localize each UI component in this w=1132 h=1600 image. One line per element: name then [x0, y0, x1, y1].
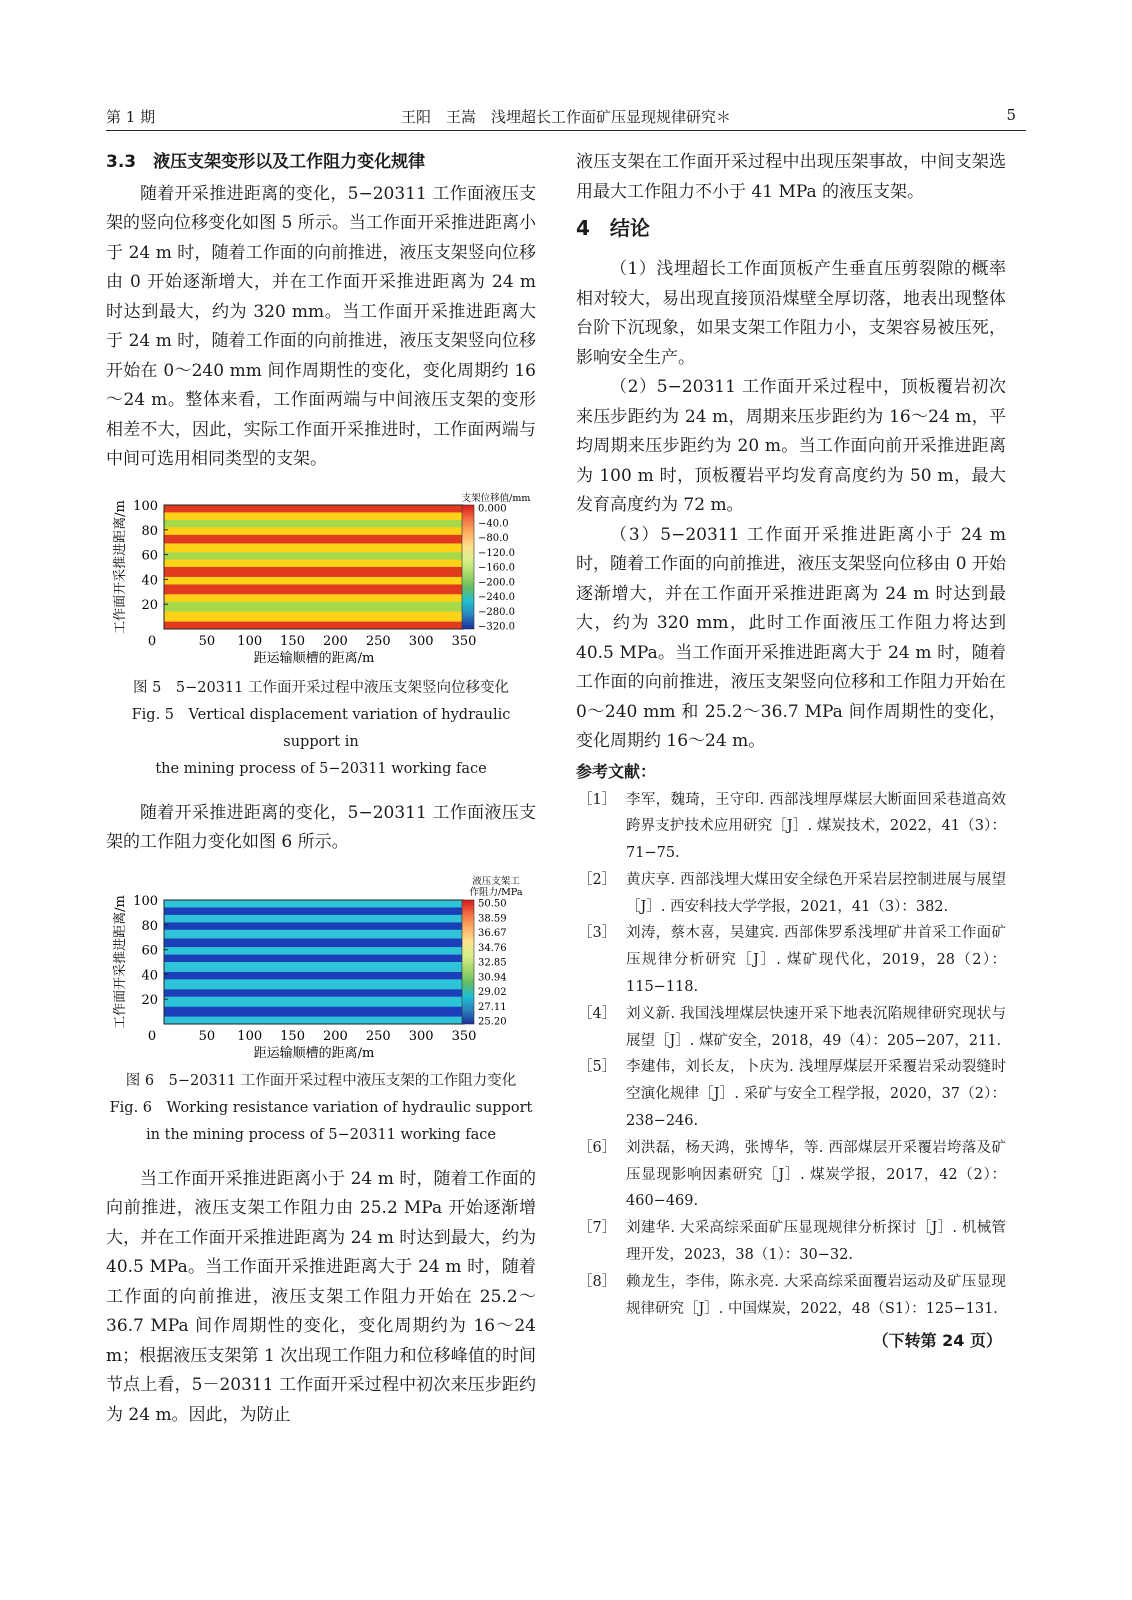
heatmap-band: [164, 601, 464, 611]
colorbar-tick-label: −120.0: [478, 547, 516, 559]
reference-number: ［1］: [578, 791, 617, 808]
reference-text: 刘洪磊，杨天鸿，张博华，等. 西部煤层开采覆岩垮落及矿压显现影响因素研究［J］. 煤炭学报，2017，42（2）：460−469.: [626, 1139, 1006, 1210]
reference-text: 刘涛，蔡木喜，吴建宾. 西部侏罗系浅埋矿井首采工作面矿压规律分析研究［J］. 煤矿现代化，2019，28（2）：115−118.: [626, 925, 1006, 996]
heatmap-band: [164, 989, 464, 996]
x-tick-label: 300: [408, 633, 434, 649]
heatmap-band: [164, 907, 464, 914]
heatmap-band: [164, 1016, 464, 1023]
y-tick-label: 20: [141, 992, 158, 1008]
reference-number: ［5］: [578, 1059, 617, 1076]
paragraph: 当工作面开采推进距离小于 24 m 时，随着工作面的向前推进，液压支架工作阻力由 25.2 MPa 开始逐渐增大，并在工作面开采推进距离为 24 m 时达到最大，约为 40.5 MPa。当工作面开采推进距离大于 24 m 时，随着工作面的向前推进，液压支架工作阻力开始在 25.2～36.7 MPa 间作周期性的变化，变化周期约为 16～24 m；根据液压支架第 1 次出现工作阻力和位移峰值的时间节点上看，5－20311 工作面开采过程中初次来压步距约为 24 m。因此，为防止: [106, 1168, 536, 1425]
y-tick-label: 60: [141, 548, 158, 564]
heatmap-band: [164, 922, 464, 929]
colorbar-tick-label: 25.20: [478, 1016, 507, 1027]
heatmap-band: [164, 576, 464, 583]
caption-en-line2: in the mining process of 5−20311 working face: [146, 1126, 496, 1143]
colorbar-tick-label: 36.67: [478, 927, 507, 939]
reference-item: [576, 1054, 1006, 1134]
colorbar-title: 液压支架工: [472, 875, 520, 887]
colorbar-tick-label: −200.0: [478, 576, 516, 588]
heatmap-band: [164, 929, 464, 938]
paragraph: 随着开采推进距离的变化，5−20311 工作面液压支架的竖向位移变化如图 5 所示。当工作面开采推进距离小于 24 m 时，随着工作面的向前推进，液压支架竖向位移由 0 开始逐渐增大，并在工作面开采推进距离为 24 m 时达到最大，约为 320 mm。当工作面开采推进距离大于 24 m 时，随着工作面的向前推进，液压支架竖向位移开始在 0～240 mm 间作周期性的变化，变化周期约 16～24 m。整体来看，工作面两端与中间液压支架的变形相差不大，因此，实际工作面开采推进时，工作面两端与中间可选用相同类型的支架。: [106, 183, 536, 469]
heatmap-band: [164, 947, 464, 954]
conclusion-3: （3）5−20311 工作面开采推进距离小于 24 m 时，随着工作面的向前推进，液压支架竖向位移由 0 开始逐渐增大，并在工作面开采推进距离为 24 m 时达到最大，约为 320 mm，此时工作面液压工作阻力将达到 40.5 MPa。当工作面开采推进距离大于 24 m 时，随着工作面的向前推进，液压支架竖向位移和工作阻力开始在 0～240 mm 和 25.2～36.7 MPa 间作周期性的变化，变化周期约 16～24 m。: [576, 524, 1006, 751]
reference-text: 黄庆享. 西部浅埋大煤田安全绿色开采岩层控制进展与展望［J］. 西安科技大学学报，2021，41（3）：382.: [626, 871, 1006, 915]
reference-list: [576, 787, 1006, 1323]
reference-text: 李建伟，刘长友，卜庆为. 浅埋厚煤层开采覆岩采动裂缝时空演化规律［J］. 采矿与安全工程学报，2020，37（2）：238−246.: [626, 1059, 1006, 1130]
figure-6: [106, 870, 536, 1060]
colorbar-tick-label: 32.85: [478, 957, 507, 968]
x-tick-label: 150: [280, 1028, 305, 1044]
heatmap-band: [164, 979, 464, 989]
reference-item: [576, 1135, 1006, 1215]
reference-text: 刘义新. 我国浅埋煤层快速开采下地表沉陷规律研究现状与展望［J］. 煤矿安全，2018，49（4）：205−207，211.: [626, 1005, 1006, 1049]
conclusion-2: （2）5−20311 工作面开采过程中，顶板覆岩初次来压步距约为 24 m，周期来压步距约为 16～24 m，平均周期来压步距约为 20 m。当工作面向前开采推进距离为 100 m 时，顶板覆岩平均发育高度约为 50 m，最大发育高度约为 72 m。: [576, 377, 1006, 515]
colorbar-tick-label: −160.0: [478, 562, 516, 573]
colorbar-tick-label: −280.0: [478, 606, 516, 618]
page-number: 5: [1006, 106, 1016, 124]
heatmap-band: [164, 621, 464, 628]
colorbar-tick-label: 38.59: [478, 912, 507, 924]
reference-number: ［3］: [578, 925, 617, 942]
caption-en-line2: the mining process of 5−20311 working face: [155, 760, 487, 777]
x-tick-label: 200: [323, 1028, 348, 1044]
colorbar-tick-label: 27.11: [478, 1001, 507, 1013]
x-tick-label: 100: [237, 633, 263, 649]
colorbar: [462, 505, 474, 629]
x-tick-label: 300: [408, 1028, 434, 1044]
y-tick-label: 100: [133, 893, 158, 909]
reference-item: [576, 867, 1006, 921]
heatmap-band: [164, 962, 464, 972]
heatmap-band: [164, 505, 464, 512]
heatmap-band: [164, 971, 464, 978]
heatmap-band: [164, 559, 464, 566]
reference-number: ［4］: [578, 1005, 617, 1022]
colorbar-tick-label: 0.000: [478, 503, 507, 514]
heatmap-band: [164, 914, 464, 921]
heatmap-band: [164, 1006, 464, 1016]
left-column: [106, 148, 536, 1430]
section-heading-4: 4 结论: [576, 216, 650, 240]
y-tick-label: 80: [141, 523, 158, 539]
colorbar-tick-label: 30.94: [478, 971, 507, 983]
reference-text: 李军，魏琦，王守印. 西部浅埋厚煤层大断面回采巷道高效跨界支护技术应用研究［J］. 煤炭技术，2022，41（3）：71−75.: [626, 791, 1006, 862]
paragraph: 随着开采推进距离的变化，5−20311 工作面液压支架的工作阻力变化如图 6 所示。: [106, 802, 536, 852]
reference-item: [576, 1001, 1006, 1055]
figure-5-caption: [106, 675, 536, 783]
heatmap-band: [164, 512, 464, 519]
colorbar: [462, 900, 474, 1024]
reference-item: [576, 1269, 1006, 1323]
y-tick-label: 40: [141, 572, 158, 588]
figure-6-caption: [106, 1068, 536, 1149]
x-tick-label: 0: [147, 1028, 157, 1044]
reference-number: ［2］: [578, 871, 617, 888]
colorbar-tick-label: −80.0: [478, 532, 509, 544]
x-tick-label: 350: [451, 633, 477, 649]
continued-note: （下转第 24 页）: [872, 1331, 1002, 1351]
x-tick-label: 0: [147, 633, 157, 649]
colorbar-tick-label: 29.02: [478, 986, 507, 998]
x-tick-label: 200: [323, 633, 348, 649]
y-tick-label: 20: [141, 597, 158, 613]
caption-en-line1: Fig. 5 Vertical displacement variation of hydraulic support in: [131, 706, 511, 750]
issue-number: 第 1 期: [106, 108, 156, 126]
reference-text: 刘建华. 大采高综采面矿压显现规律分析探讨［J］. 机械管理开发，2023，38（1）：30−32.: [626, 1220, 1006, 1264]
heatmap-band: [164, 584, 464, 594]
colorbar-title: 作阻力/MPa: [469, 886, 523, 898]
y-tick-label: 100: [133, 498, 158, 514]
x-axis-label: 距运输顺槽的距离/m: [253, 1045, 375, 1060]
x-tick-label: 250: [365, 633, 391, 649]
running-header: [106, 104, 1026, 131]
y-axis-label: 工作面开采推进距离/m: [113, 894, 128, 1029]
reference-text: 赖龙生，李伟，陈永亮. 大采高综采面覆岩运动及矿压显现规律研究［J］. 中国煤炭，2022，48（S1）：125−131.: [626, 1273, 1006, 1317]
heatmap-band: [164, 996, 464, 1006]
heatmap-band: [164, 938, 464, 947]
x-axis-label: 距运输顺槽的距离/m: [253, 650, 375, 666]
heatmap-band: [164, 527, 464, 534]
reference-item: [576, 1215, 1006, 1269]
x-tick-label: 150: [280, 633, 305, 649]
reference-item: [576, 920, 1006, 1000]
caption-cn: 图 5 5−20311 工作面开采过程中液压支架竖向位移变化: [133, 679, 509, 696]
x-tick-label: 350: [451, 1028, 477, 1044]
figure-6-chart: [106, 870, 536, 1060]
colorbar-tick-label: −40.0: [478, 517, 509, 529]
heatmap-band: [164, 519, 464, 526]
section-heading-3-3: 3.3 液压支架变形以及工作阻力变化规律: [106, 152, 426, 172]
reference-item: [576, 787, 1006, 867]
heatmap-band: [164, 534, 464, 543]
heatmap-band: [164, 611, 464, 621]
heatmap-band: [164, 954, 464, 961]
references-heading: 参考文献：: [576, 761, 657, 781]
x-tick-label: 50: [198, 633, 216, 649]
conclusion-1: （1）浅埋超长工作面顶板产生垂直压剪裂隙的概率相对较大，易出现直接顶沿煤壁全厚切落，地表出现整体台阶下沉现象，如果支架工作阻力小，支架容易被压死，影响安全生产。: [576, 259, 1006, 368]
x-tick-label: 50: [198, 1028, 216, 1044]
reference-number: ［7］: [578, 1220, 617, 1237]
figure-5-chart: [106, 487, 536, 667]
x-tick-label: 100: [237, 1028, 263, 1044]
heatmap-band: [164, 900, 464, 907]
caption-en-line1: Fig. 6 Working resistance variation of hydraulic support: [109, 1099, 533, 1116]
reference-number: ［8］: [578, 1273, 617, 1290]
colorbar-title: 支架位移值/mm: [461, 492, 531, 504]
y-tick-label: 60: [141, 943, 158, 959]
x-tick-label: 250: [365, 1028, 391, 1044]
paragraph: 液压支架在工作面开采过程中出现压架事故，中间支架选用最大工作阻力不小于 41 MPa 的液压支架。: [576, 152, 1006, 202]
figure-5: [106, 487, 536, 667]
colorbar-tick-label: −240.0: [478, 591, 516, 603]
y-tick-label: 40: [141, 967, 158, 983]
colorbar-tick-label: 34.76: [478, 942, 507, 954]
figure-6-plot-group: [112, 875, 523, 1060]
heatmap-band: [164, 543, 464, 552]
right-column: [576, 148, 1006, 1351]
colorbar-tick-label: −320.0: [478, 621, 516, 632]
reference-number: ［6］: [578, 1139, 617, 1156]
y-tick-label: 80: [141, 918, 158, 934]
heatmap-band: [164, 552, 464, 559]
heatmap-band: [164, 567, 464, 577]
heatmap-band: [164, 594, 464, 601]
y-axis-label: 工作面开采推进距离/m: [113, 499, 128, 634]
running-title: 王阳 王嵩 浅埋超长工作面矿压显现规律研究＊: [400, 108, 731, 126]
caption-cn: 图 6 5−20311 工作面开采过程中液压支架的工作阻力变化: [125, 1072, 517, 1089]
colorbar-tick-label: 50.50: [478, 898, 507, 909]
